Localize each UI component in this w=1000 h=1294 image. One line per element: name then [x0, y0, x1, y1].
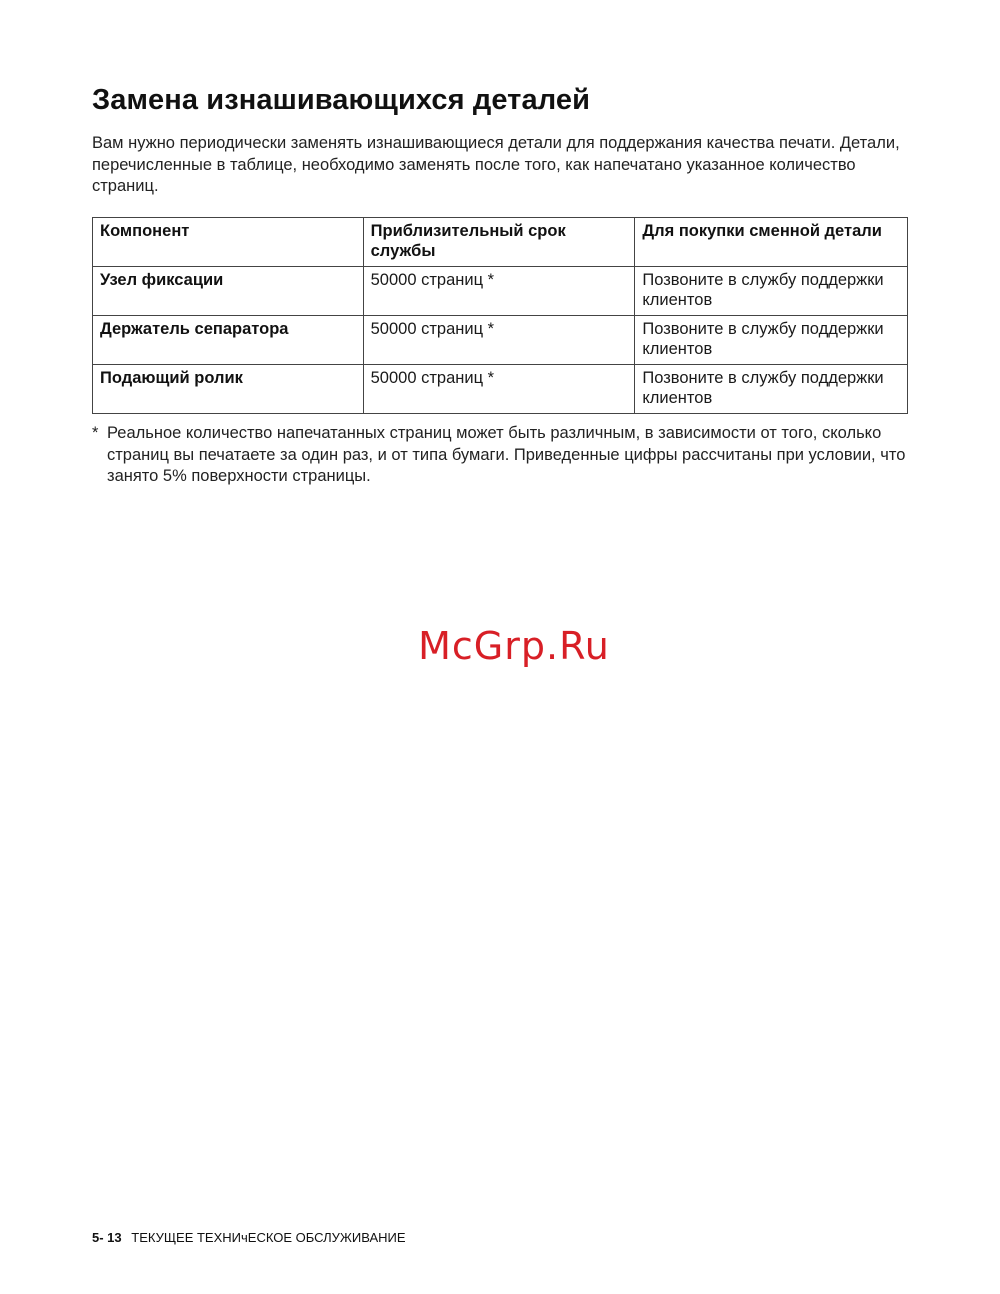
- column-header-component: Компонент: [93, 218, 364, 267]
- footnote-mark: *: [92, 424, 99, 442]
- page-footer: [92, 1230, 406, 1245]
- intro-paragraph: Вам нужно периодически заменять изнашивающиеся детали для поддержания качества печати. Детали, перечисленные в таблице, необходимо заменять после того, как напечатано указанное количество страниц.: [92, 134, 900, 195]
- service-life: 50000 страниц *: [363, 365, 635, 414]
- page-title: Замена изнашивающихся деталей: [92, 84, 590, 116]
- footnote: [92, 423, 912, 488]
- purchase-info: Позвоните в службу поддержки клиентов: [635, 365, 908, 414]
- component-name: Держатель сепаратора: [93, 316, 364, 365]
- watermark: McGrp.Ru: [418, 624, 610, 668]
- column-header-purchase: Для покупки сменной детали: [635, 218, 908, 267]
- service-life: 50000 страниц *: [363, 316, 635, 365]
- component-name: Подающий ролик: [93, 365, 364, 414]
- footnote-text: Реальное количество напечатанных страниц может быть различным, в зависимости от того, сколько страниц вы печатаете за один раз, и от типа бумаги. Приведенные цифры рассчитаны при условии, что занято 5% поверхности страницы.: [107, 424, 906, 485]
- section-title: ТЕКУЩЕЕ ТЕХНИчЕСКОЕ ОБСЛУЖИВАНИЕ: [131, 1230, 406, 1245]
- page-number: 5- 13: [92, 1230, 122, 1245]
- table-row: [93, 267, 908, 316]
- purchase-info: Позвоните в службу поддержки клиентов: [635, 316, 908, 365]
- column-header-service-life: Приблизительный срок службы: [363, 218, 635, 267]
- service-life: 50000 страниц *: [363, 267, 635, 316]
- component-name: Узел фиксации: [93, 267, 364, 316]
- parts-table: [92, 217, 908, 414]
- table-row: [93, 365, 908, 414]
- table-row: [93, 316, 908, 365]
- table-header-row: [93, 218, 908, 267]
- purchase-info: Позвоните в службу поддержки клиентов: [635, 267, 908, 316]
